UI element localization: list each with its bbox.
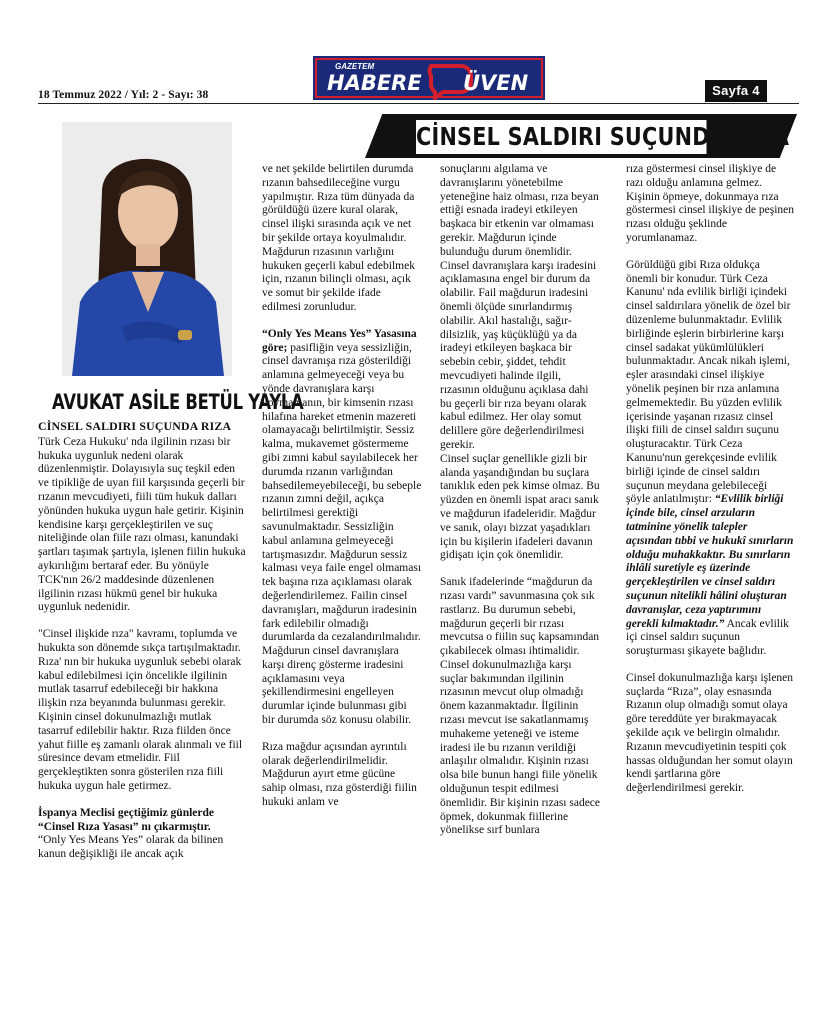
article-subtitle: CİNSEL SALDIRI SUÇUNDA RIZA	[38, 419, 232, 433]
logo-main-text-1: HABERE	[327, 71, 422, 95]
paragraph	[626, 259, 794, 659]
paragraph: ve net şekilde belirtilen durumda rızanın bahsedileceğine vurgu yapılmıştır. Rıza tüm dünyada da görüldüğü üzere kural olarak, cinsel ilişki sırasında açık ve net bir şekilde ortaya koyulmalıdır. Mağdurun rızasının varlığını hukuken geçerli kabul edebilmek için, rızanın bilinçli olması, açık ve somut bir şekilde ifade edilmesi zorunludur.	[262, 163, 415, 313]
article-column-2	[262, 163, 422, 810]
author-name: AVUKAT ASİLE BETÜL YAYLA	[52, 390, 304, 414]
author-photo	[62, 122, 232, 376]
article-column-4	[626, 163, 794, 796]
paragraph-text: Ancak evlilik içi cinsel saldırı suçunun soruşturması şikayete bağlıdır.	[626, 617, 789, 658]
logo-small-text: GAZETEM	[335, 62, 375, 71]
law-quote: “Evlilik birliği içinde bile, cinsel arzuların tatminine yönelik talepler açısından tıbbi ve hukukî sınırların olduğu muhakkaktır. Bu sınırların ihlâli suretiyle eş üzerinde gerçekleştirilen ve cinsel saldırı suçunun nitelikli hâlini oluşturan davranışlar, ceza yaptırımını gerekli kılmaktadır.”	[626, 493, 794, 630]
paragraph-lead: İspanya Meclisi geçtiğimiz günlerde “Cinsel Rıza Yasası” nı çıkarmıştır.	[38, 806, 214, 833]
paragraph: Türk Ceza Hukuku' nda ilgilinin rızası bir hukuka uygunluk nedeni olarak düzenlenmiştir. Dolayısıyla suç teşkil eden ve tipikliğe de uyan fiil karşısında geçerli bir rızanın mevcudiyeti, fiili tüm hukuk dalları yönünden hukuka uygun hale getirir. Kişinin kendisine karşı gerçekleştirilen ve suç niteliğinde olan fiile razı olması, kanundaki şartları taşımak şartıyla, işlenen fiilin hukuka aykırılığını bertaraf eder. Bu yönüyle TCK'nın 26/2 maddesinde düzenlenen ilgilinin rızası hükmü genel bir hukuka uygunluk nedenidir.	[38, 435, 246, 614]
newspaper-logo[interactable]	[313, 56, 545, 100]
paragraph-text: Görüldüğü gibi Rıza oldukça önemli bir konudur. Türk Ceza Kanunu' nda evlilik birliği içindeki cinsel saldırılara yönelik de özel bir düzenleme bulunmaktadır. Evlilik birliğinde eşlerin birbirlerine karşı cinsel sadakat yükümlülükleri bulunmaktadır. Ancak nikah işlemi, eşler arasındaki cinsel ilişkiye yönelik peşinen bir rıza anlamına gelmemektedir. Bu yüzden evlilik içerisinde yaşanan rızasız cinsel ilişki fiili de cinsel saldırı suçunu oluşturacaktır. Türk Ceza Kanunu'nun gerekçesinde evlilik birliği içinde de cinsel saldırı suçunun meydana gelebileceği şöyle anlatılmıştır:	[626, 258, 791, 506]
paragraph: sonuçlarını algılama ve davranışlarını yönetebilme yeteneğine haiz olması, rıza beyan ettiği esnada iradeyi etkileyen başkaca bir etkenin var olmaması gerekir. Mağdurun içinde bulunduğu durum önemlidir. Cinsel davranışlara karşı iradesini açıklamasına engel bir durum da olabilir. Fail mağdurun iradesini önemli ölçüde sınırlandırmış olabilir. Akıl hastalığı, sağır-dilsizlik, yaş küçüklüğü ya da iradeyi etkileyen başkaca bir sebebin cebir, şiddet, tehdit mevcudiyeti halinde ilgili, rızasının olduğunu açıklasa dahi bu geçerli bir rıza beyanı olarak kabul edilmez. Her olay somut delillere göre değerlendirilmesi gerekir.	[440, 163, 599, 451]
paragraph: Cinsel dokunulmazlığa karşı işlenen suçlarda “Rıza”, olay esnasında Rızanın olup olmadığı somut olaya göre tereddüte yer bırakmayacak şekilde açık ve belirgin olmalıdır. Rızanın mevcudiyetinin tespiti çok hassas olduğundan her somut olayın kendi şartlarına göre değerlendirilmesi gerekir.	[626, 671, 794, 795]
dateline: 18 Temmuz 2022 / Yıl: 2 - Sayı: 38	[38, 89, 209, 101]
article-title: CİNSEL SALDIRI SUÇUNDA RIZA	[416, 120, 707, 154]
paragraph: Cinsel suçlar genellikle gizli bir alanda yaşandığından bu suçlara tanıklık eden pek kimse olmaz. Bu yüzden en önemli ispat aracı sanık ve mağdurun ifadeleridir. Mağdur ve sanık, olayı bizzat yaşadıkları için bu kişilerin ifadeleri davanın gidişatı için çok önemlidir.	[440, 452, 600, 562]
paragraph: Sanık ifadelerinde “mağdurun da rızası vardı” savunmasına çok sık rastlarız. Bu durumun sebebi, mağdurun geçerli bir rızası mevcutsa o fiilin suç kapsamından çıkabilecek olması ihtimalidir. Cinsel dokunulmazlığa karşı suçlar bakımından ilgilinin rızasının mevcut olup olmadığı önem kazanmaktadır. İlgilinin rızası mevcut ise sakatlanmamış muhakeme yeteneği ve isteme iradesi ile bu rızanın verildiği anlaşılır olmalıdır. Kişinin rızası olsa bile bunun hangi fiile yönelik olduğunun tespit edilmesi önemlidir. Bir kişinin rızası sadece öpmek, dokunmak fiillerine yönelikse sırf bunlara	[440, 576, 601, 837]
portrait-icon	[62, 122, 232, 376]
paragraph: "Cinsel ilişkide rıza" kavramı, toplumda ve hukukta son dönemde sıkça tartışılmaktadır. Rıza' nın bir hukuka uygunluk sebebi olarak kabul edilebilmesi için öncelikle ilgilinin mutlak tasarruf edebileceği bir hakkına ilişkin rıza beyanında bulunması gerekir. Kişinin cinsel dokunulmazlığı mutlak tasarruf edilebilir haktır. Rıza fiilden önce yahut fiille eş zamanlı olarak alınmalı ve fiil süresince devam etmelidir. Fiil gerçekleştikten sonra gösterilen rıza fiili hukuka uygun hale getirmez.	[38, 628, 243, 792]
paragraph	[262, 328, 422, 728]
article-column-3	[440, 163, 600, 838]
paragraph-lead: “Only Yes Means Yes” Yasasına göre;	[262, 327, 417, 354]
page-number-tab: Sayfa 4	[705, 80, 767, 102]
paragraph	[38, 807, 248, 862]
header-rule	[38, 103, 799, 104]
paragraph: rıza göstermesi cinsel ilişkiye de razı olduğu anlamına gelmez. Kişinin öpmeye, dokunmaya rıza göstermesi cinsel ilişkiye de peşinen rızası olduğu şeklinde yorumlanamaz.	[626, 163, 794, 244]
logo-main-text-2: ÜVEN	[463, 71, 529, 95]
paragraph: Rıza mağdur açısından ayrıntılı olarak değerlendirilmelidir. Mağdurun ayırt etme gücüne sahip olması, rıza gösterdiği fiilin hukuki anlam ve	[262, 740, 417, 809]
paragraph-text: pasifliğin veya sessizliğin, cinsel davranışa rıza gösterildiği anlamına gelmeyeceği veya bu yönde davranışlara karşı koymamanın, bir kimsenin rızası hilafına hareket etmenin mazereti olamayacağı belirtilmiştir. Sessiz kalma, mukavemet göstermeme gibi zımni kabul sayılabilecek her durumda rızanın varlığından bahsedilemeyebileceği, bu sebeple rızanın zımni değil, açıkça belirtilmesi gerektiği savunulmaktadır. Sessizliğin kabul anlamına gelmeyeceği tartışmasızdır. Mağdurun sessiz kalması veya faile engel olmaması tek başına rıza açıklaması olarak değerlendirilemez. Failin cinsel davranışları, mağdurun iradesinin fark edilebilir olmadığı durumlarda da cezalandırılmalıdır. Mağdurun cinsel davranışlara karşı direnç gösterme iradesini açıklamasını veya şekillendirmesini engelleyen durumlar içinde bulunması gibi bir durumda söz konusu olabilir.	[262, 341, 422, 727]
paragraph-text: “Only Yes Means Yes” olarak da bilinen kanun değişikliği ile ancak açık	[38, 834, 224, 861]
article-column-1	[38, 420, 248, 862]
